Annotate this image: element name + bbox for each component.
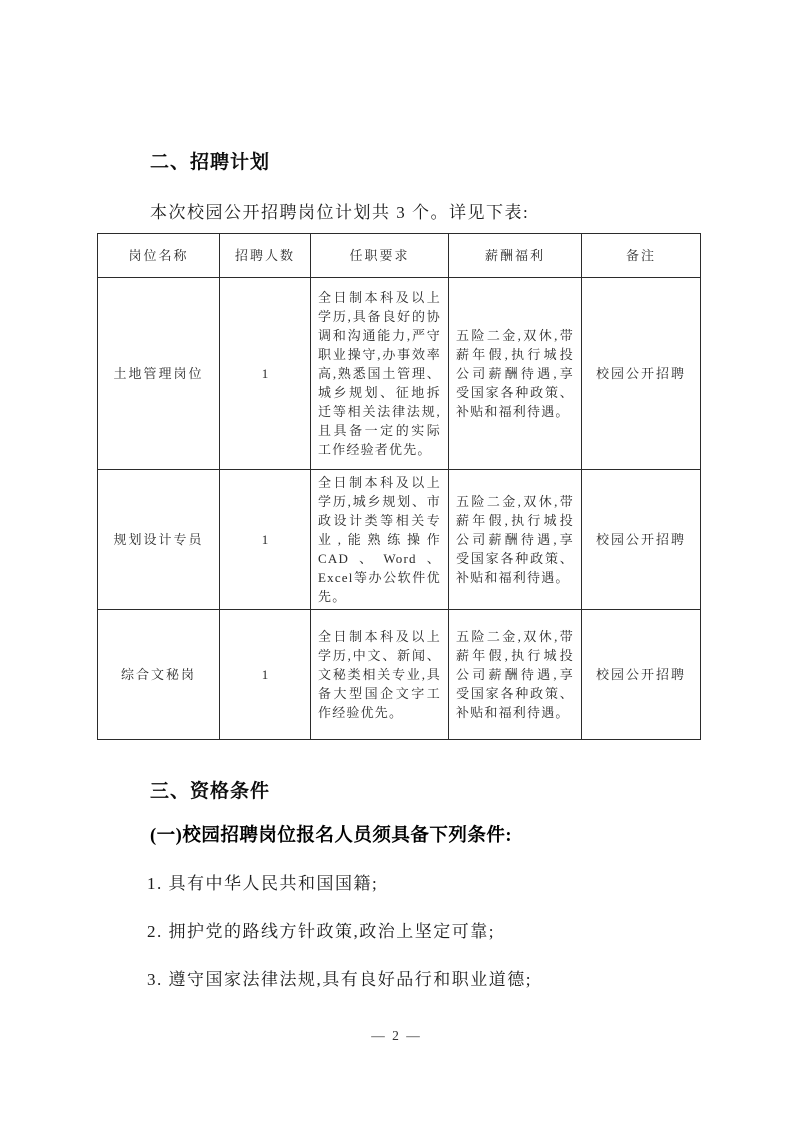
document-content <box>97 0 700 991</box>
condition-item-2: 2. 拥护党的路线方针政策,政治上坚定可靠; <box>147 922 495 941</box>
subheading-campus-conditions: (一)校园招聘岗位报名人员须具备下列条件: <box>150 826 512 846</box>
cell-note: 校园公开招聘 <box>582 470 701 610</box>
header-note: 备注 <box>582 234 701 278</box>
table-row <box>98 610 701 740</box>
recruitment-table <box>97 233 701 740</box>
cell-position: 土地管理岗位 <box>98 278 220 470</box>
cell-position: 综合文秘岗 <box>98 610 220 740</box>
page-number: — 2 — <box>371 1028 422 1043</box>
header-requirements: 任职要求 <box>311 234 449 278</box>
section-heading-qualifications: 三、资格条件 <box>150 781 271 802</box>
cell-requirements: 全日制本科及以上学历,城乡规划、市政设计类等相关专业,能熟练操作CAD、Word、Excel等办公软件优先。 <box>311 470 449 610</box>
cell-note: 校园公开招聘 <box>582 278 701 470</box>
cell-benefits: 五险二金,双休,带薪年假,执行城投公司薪酬待遇,享受国家各种政策、补贴和福利待遇。 <box>449 610 582 740</box>
cell-requirements: 全日制本科及以上学历,中文、新闻、文秘类相关专业,具备大型国企文字工作经验优先。 <box>311 610 449 740</box>
cell-benefits: 五险二金,双休,带薪年假,执行城投公司薪酬待遇,享受国家各种政策、补贴和福利待遇。 <box>449 278 582 470</box>
intro-paragraph: 本次校园公开招聘岗位计划共 3 个。详见下表: <box>150 203 530 222</box>
cell-count: 1 <box>220 278 311 470</box>
cell-count: 1 <box>220 610 311 740</box>
cell-position: 规划设计专员 <box>98 470 220 610</box>
header-position: 岗位名称 <box>98 234 220 278</box>
header-count: 招聘人数 <box>220 234 311 278</box>
condition-item-3: 3. 遵守国家法律法规,具有良好品行和职业道德; <box>147 970 532 989</box>
table-row <box>98 470 701 610</box>
cell-note: 校园公开招聘 <box>582 610 701 740</box>
cell-benefits: 五险二金,双休,带薪年假,执行城投公司薪酬待遇,享受国家各种政策、补贴和福利待遇。 <box>449 470 582 610</box>
condition-item-1: 1. 具有中华人民共和国国籍; <box>147 874 379 893</box>
header-benefits: 薪酬福利 <box>449 234 582 278</box>
table-row <box>98 278 701 470</box>
table-header-row <box>98 234 701 278</box>
cell-count: 1 <box>220 470 311 610</box>
section-heading-recruitment-plan: 二、招聘计划 <box>150 152 271 173</box>
cell-requirements: 全日制本科及以上学历,具备良好的协调和沟通能力,严守职业操守,办事效率高,熟悉国土管理、城乡规划、征地拆迁等相关法律法规,且具备一定的实际工作经验者优先。 <box>311 278 449 470</box>
